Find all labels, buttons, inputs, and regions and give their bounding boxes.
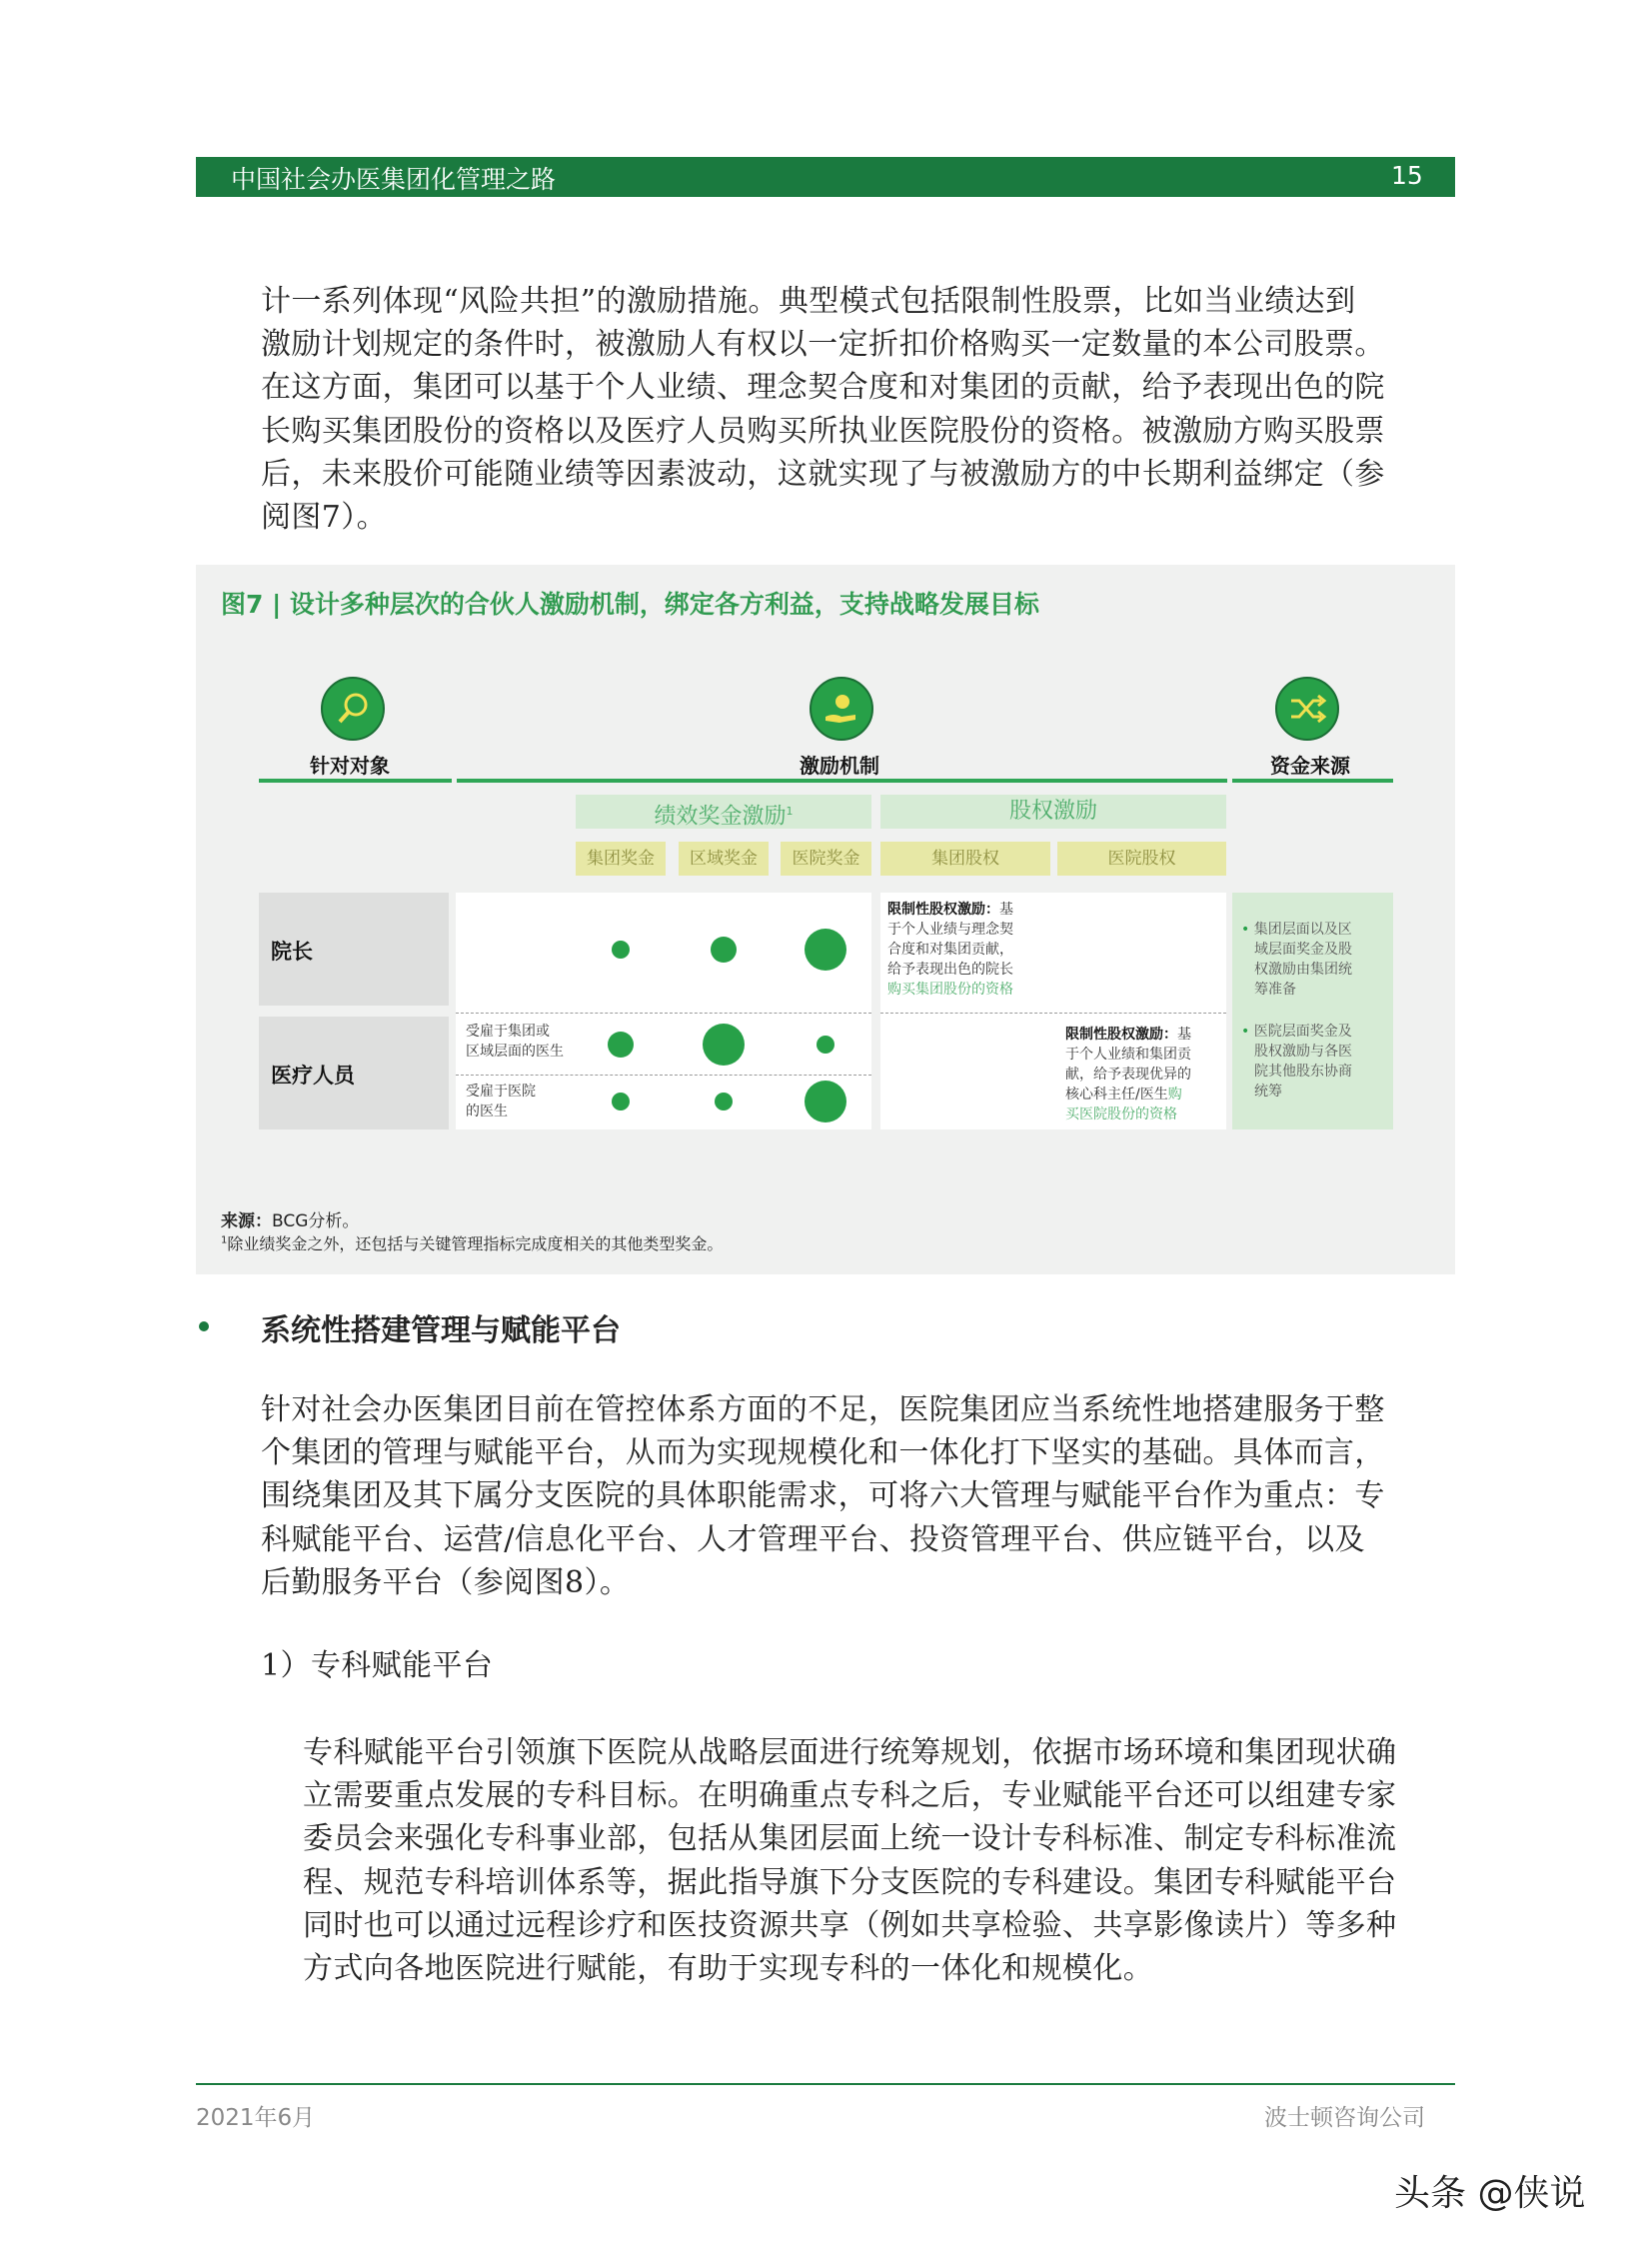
watermark: 头条 @侠说	[1394, 2173, 1586, 2214]
staff-sub-hospital-label	[466, 1082, 536, 1122]
text-line: 购	[1167, 1087, 1182, 1103]
text-line: 合度和对集团贡献，	[887, 942, 1013, 958]
sub-paragraph	[303, 1731, 1396, 1990]
text-line: 方式向各地医院进行赋能，有助于实现专科的一体化和规模化。	[303, 1951, 1154, 1987]
column-funding: 资金来源	[1270, 754, 1350, 778]
text-line: 阅图7）。	[261, 500, 388, 536]
text-line: 程、规范专科培训体系等，据此指导旗下分支医院的专科建设。集团专科赋能平台	[303, 1864, 1397, 1900]
column-underline	[259, 779, 452, 783]
row-divider	[456, 1075, 871, 1076]
page-number: 15	[1391, 161, 1423, 190]
text-line: 在这方面，集团可以基于个人业绩、理念契合度和对集团的贡献，给予表现出色的院	[261, 370, 1385, 406]
text-line: 计一系列体现“风险共担”的激励措施。典型模式包括限制性股票，比如当业绩达到	[261, 284, 1356, 319]
text-line: 集团层面以及区	[1253, 922, 1352, 938]
column-underline	[457, 779, 1227, 783]
bubble-staff_hospital	[612, 1093, 630, 1111]
text-line: 买医院股份的资格	[1065, 1107, 1177, 1122]
funding-note-group: • 集团层面以及区 域层面奖金及股 权激励由集团统 筹准备	[1241, 922, 1352, 998]
footnote-marker: 1	[221, 1234, 228, 1246]
text-line: 股权激励与各医	[1254, 1044, 1352, 1060]
sub-hospital-bonus: 医院奖金	[781, 842, 871, 876]
column-target: 针对对象	[310, 754, 390, 778]
subheading: 1）专科赋能平台	[261, 1648, 494, 1683]
text-line: 科赋能平台、运营/信息化平台、人才管理平台、投资管理平台、供应链平台，以及	[261, 1521, 1365, 1557]
row-label: 院长	[271, 940, 313, 964]
text-line: 后，未来股价可能随业绩等因素波动，这就实现了与被激励方的中长期利益绑定（参	[261, 456, 1385, 492]
bubble-president	[612, 941, 630, 959]
text-line: 受雇于集团或	[466, 1024, 550, 1040]
footer-company: 波士顿咨询公司	[1264, 2105, 1425, 2131]
text-line: 统筹	[1254, 1084, 1282, 1100]
bubble-staff_group	[703, 1024, 745, 1066]
text-line: 专科赋能平台引领旗下医院从战略层面进行统筹规划，依据市场环境和集团现状确	[303, 1735, 1397, 1770]
text-line: 立需要重点发展的专科目标。在明确重点专科之后，专业赋能平台还可以组建专家	[303, 1778, 1397, 1814]
footnote-text: 除业绩奖金之外，还包括与关键管理指标完成度相关的其他类型奖金。	[227, 1234, 724, 1253]
magnifier-icon	[321, 677, 385, 741]
bubble-staff_hospital	[715, 1093, 733, 1111]
text-line: 医院层面奖金及	[1253, 1024, 1352, 1040]
source-label: 来源：	[221, 1211, 272, 1231]
sub-region-bonus: 区域奖金	[679, 842, 769, 876]
note-title: 限制性股权激励：	[1065, 1027, 1177, 1043]
sub-hospital-equity: 医院股权	[1057, 842, 1226, 876]
staff-equity-note	[1065, 1025, 1225, 1124]
figure-source	[221, 1206, 359, 1231]
bubble-president	[805, 929, 846, 971]
category-label: 绩效奖金激励	[654, 804, 787, 830]
figure-footnote	[221, 1231, 723, 1254]
note-title: 限制性股权激励：	[887, 902, 999, 918]
bubble-staff_hospital	[805, 1081, 846, 1122]
text-line: 受雇于医院	[466, 1084, 536, 1100]
text-line: 献，给予表现优异的	[1065, 1067, 1191, 1083]
staff-sub-group-label	[466, 1022, 564, 1062]
text-line: 激励计划规定的条件时，被激励人有权以一定折扣价格购买一定数量的本公司股票。	[261, 327, 1385, 363]
figure-title: 图7 | 设计多种层次的合伙人激励机制，绑定各方利益，支持战略发展目标	[221, 590, 1039, 619]
sub-group-bonus: 集团奖金	[576, 842, 666, 876]
text-line: 核心科主任/医生	[1065, 1087, 1168, 1103]
row-divider	[456, 1013, 871, 1014]
text-line: 购买集团股份的资格	[887, 982, 1013, 998]
text-line: 筹准备	[1254, 982, 1296, 998]
text-line: 个集团的管理与赋能平台，从而为实现规模化和一体化打下坚实的基础。具体而言，	[261, 1435, 1385, 1471]
text-line: 后勤服务平台（参阅图8）。	[261, 1564, 631, 1600]
footer-date: 2021年6月	[196, 2105, 316, 2131]
category-performance-bonus	[576, 795, 871, 829]
text-line: 于个人业绩与理念契	[887, 922, 1013, 938]
column-mechanism: 激励机制	[800, 754, 879, 778]
intro-paragraph	[261, 280, 1385, 539]
text-line: 于个人业绩和集团贡	[1065, 1047, 1191, 1063]
row-president	[259, 893, 449, 1006]
text-line: 长购买集团股份的资格以及医疗人员购买所执业医院股份的资格。被激励方购买股票	[261, 413, 1385, 449]
hand-money-icon	[810, 677, 873, 741]
source-text: BCG分析。	[272, 1211, 360, 1231]
column-underline	[1232, 779, 1393, 783]
text-line: 域层面奖金及股	[1254, 942, 1352, 958]
text-line: 区域层面的医生	[466, 1044, 564, 1060]
text-line: 的医生	[466, 1104, 508, 1120]
president-equity-note	[887, 900, 1057, 1000]
text-line: 围绕集团及其下属分支医院的具体职能需求，可将六大管理与赋能平台作为重点：专	[261, 1478, 1385, 1514]
text-line: 给予表现出色的院长	[887, 962, 1013, 978]
text-line: 针对社会办医集团目前在管控体系方面的不足，医院集团应当系统性地搭建服务于整	[261, 1392, 1385, 1427]
text-line: 同时也可以通过远程诊疗和医技资源共享（例如共享检验、共享影像读片）等多种	[303, 1907, 1397, 1943]
section-paragraph	[261, 1388, 1385, 1604]
text-line: 院其他股东协商	[1254, 1064, 1352, 1080]
row-medical-staff	[259, 1017, 449, 1129]
text-line: 权激励由集团统	[1254, 962, 1352, 978]
text-line: 委员会来强化专科事业部，包括从集团层面上统一设计专科标准、制定专科标准流	[303, 1821, 1397, 1857]
funding-note-hospital: • 医院层面奖金及 股权激励与各医 院其他股东协商 统筹	[1241, 1024, 1352, 1100]
section-heading: 系统性搭建管理与赋能平台	[261, 1313, 621, 1348]
header-title: 中国社会办医集团化管理之路	[231, 165, 557, 194]
row-divider	[880, 1013, 1226, 1014]
footnote-marker: 1	[786, 805, 794, 818]
sub-group-equity: 集团股权	[880, 842, 1050, 876]
text-line: 基	[999, 902, 1013, 918]
text-line: 基	[1177, 1027, 1191, 1043]
footer-divider	[196, 2083, 1455, 2085]
category-equity: 股权激励	[880, 795, 1226, 829]
bullet-icon	[199, 1321, 209, 1331]
row-label: 医疗人员	[271, 1064, 355, 1088]
shuffle-arrows-icon	[1275, 677, 1339, 741]
bubble-staff_group	[817, 1036, 834, 1054]
